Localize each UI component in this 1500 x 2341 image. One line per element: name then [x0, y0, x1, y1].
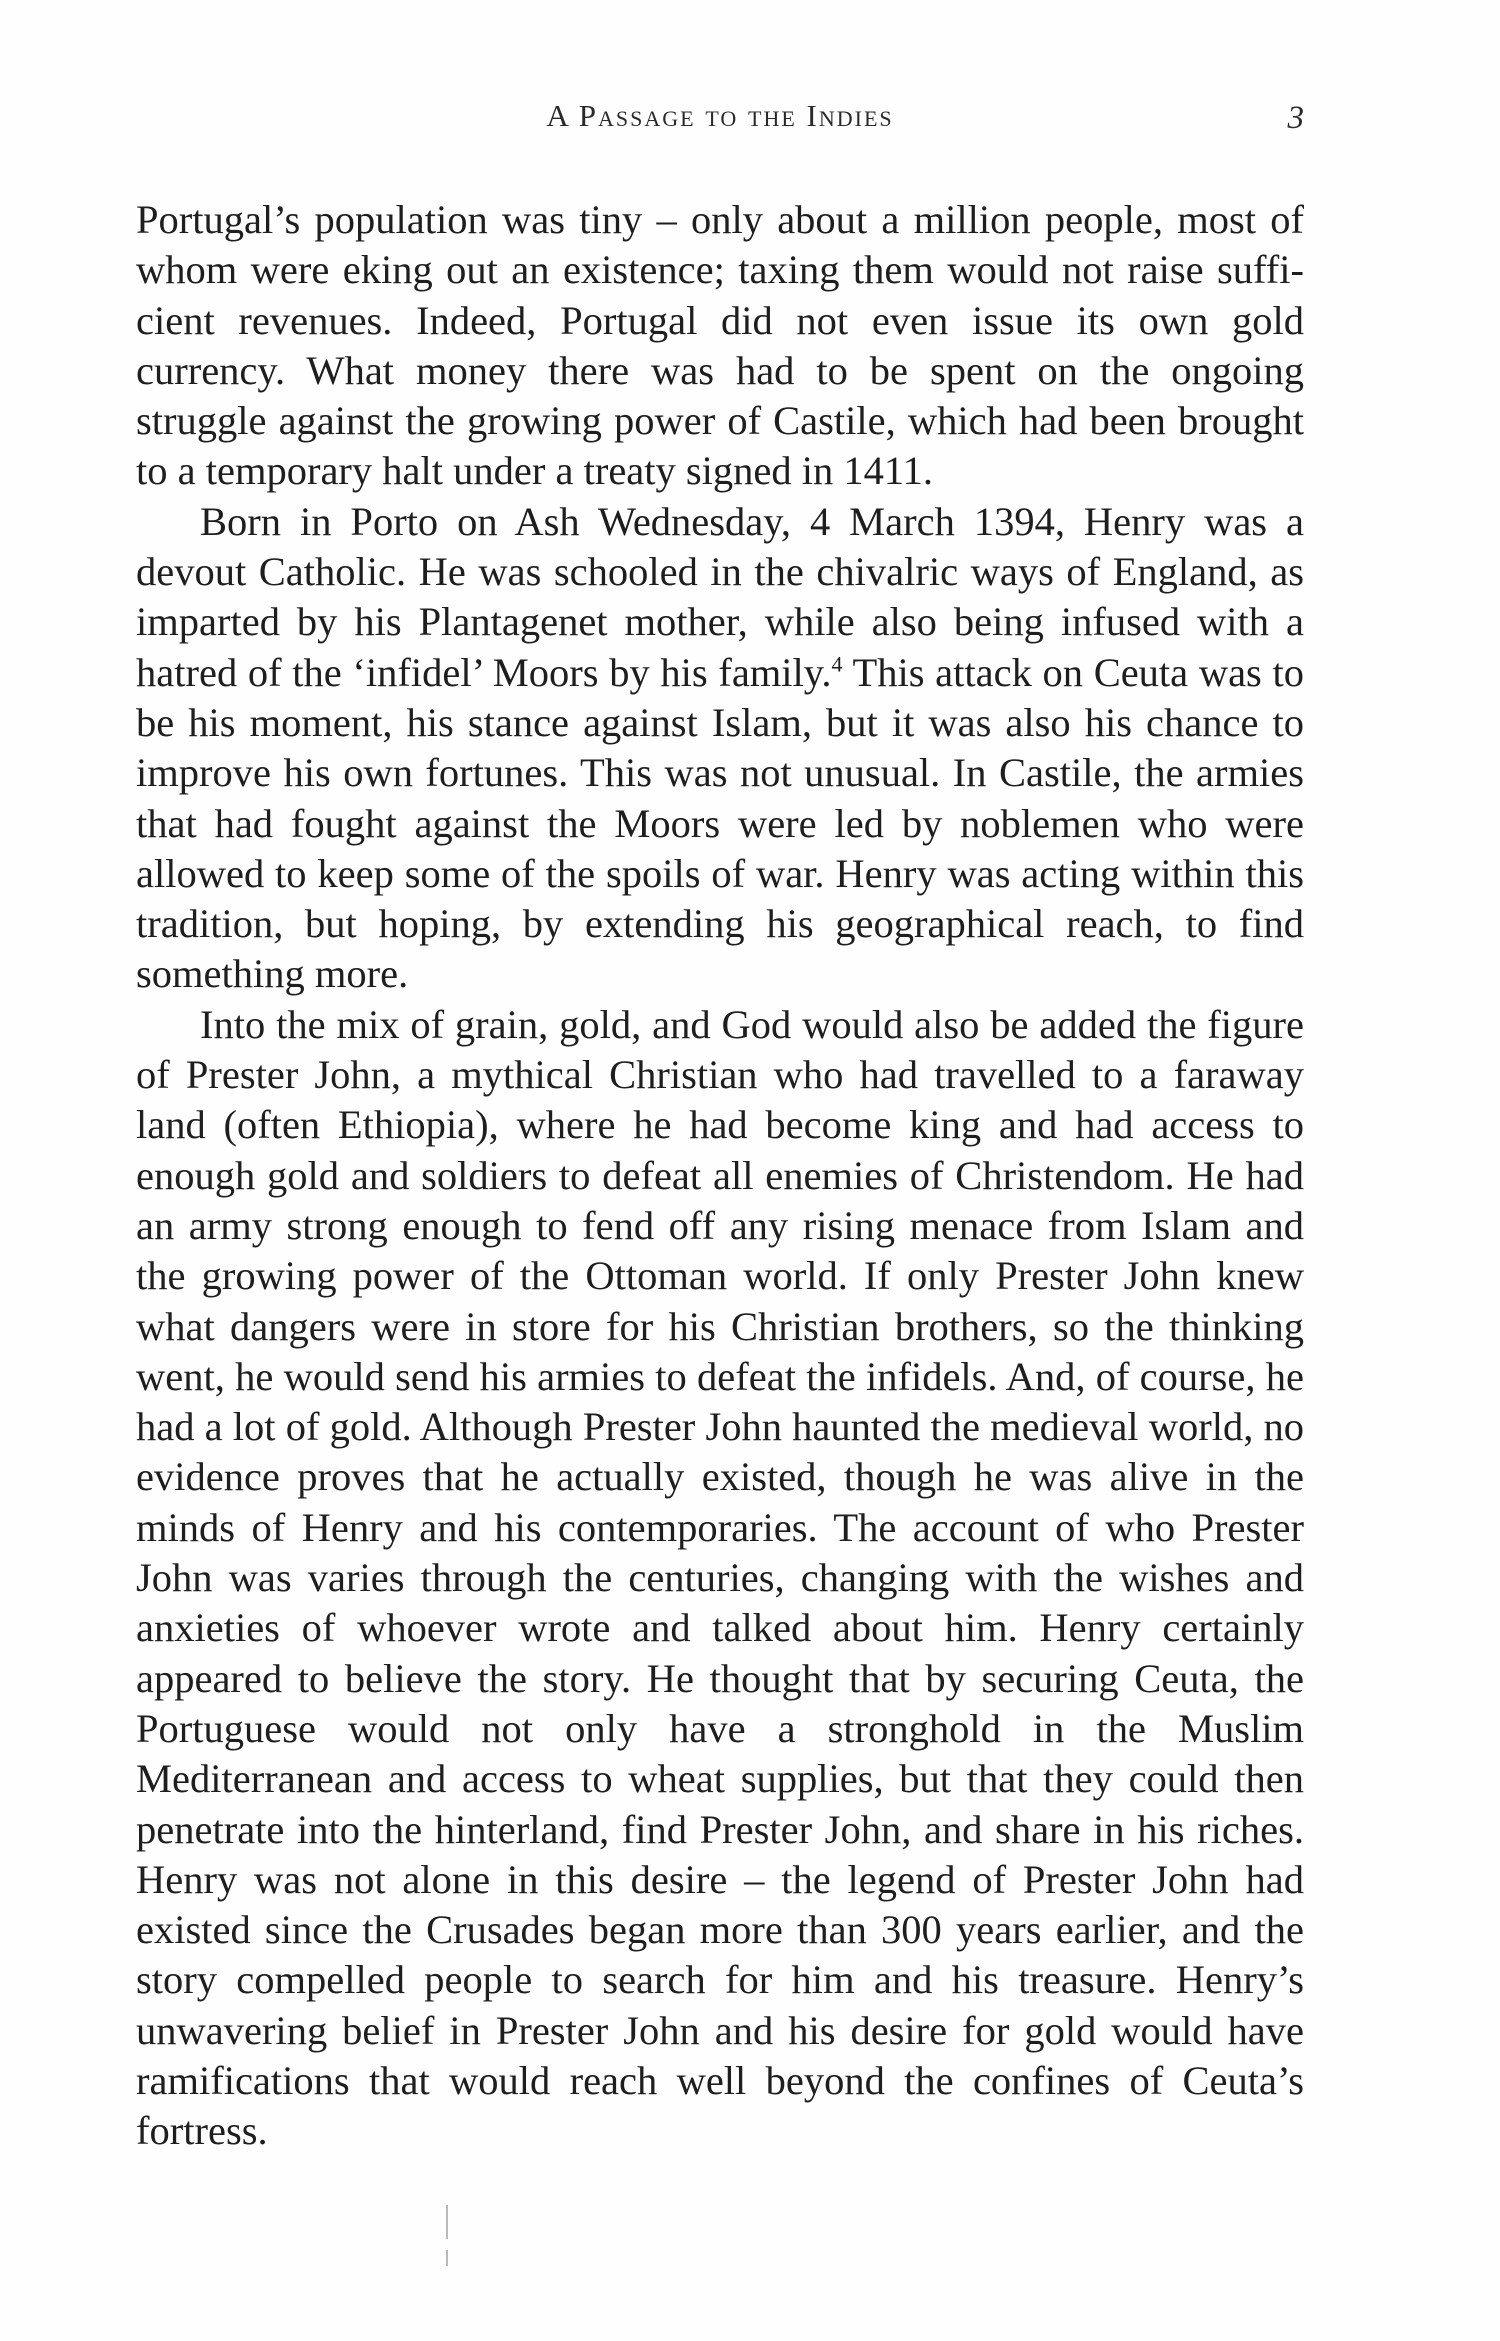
running-title: A Passage to the Indies	[546, 98, 894, 133]
scan-artifact-mark	[446, 2250, 448, 2266]
page-number: 3	[1287, 100, 1304, 136]
paragraph-2	[136, 497, 1304, 1000]
paragraph-3: Into the mix of grain, gold, and God would also be added the figure of Prester John, a mythical Christian who had travelled to a faraway land (often Ethiopia), where he had become king and had access to enough gold and soldiers to defeat all enemies of Christendom. He had an army strong enough to fend off any rising menace from Islam and the growing power of the Ottoman world. If only Prester John knew what dangers were in store for his Christian brothers, so the thinking went, he would send his armies to defeat the infidels. And, of course, he had a lot of gold. Although Prester John haunted the medieval world, no evidence proves that he actually existed, though he was alive in the minds of Henry and his contemporaries. The account of who Prester John was varies through the centuries, changing with the wishes and anxieties of whoever wrote and talked about him. Henry certainly appeared to believe the story. He thought that by securing Ceuta, the Portuguese would not only have a stronghold in the Muslim Mediterranean and access to wheat supplies, but that they could then penetrate into the hinterland, find Prester John, and share in his riches. Henry was not alone in this desire – the legend of Prester John had existed since the Crusades began more than 300 years earlier, and the story compelled people to search for him and his treasure. Henry’s unwavering belief in Prester John and his desire for gold would have ramifications that would reach well beyond the confines of Ceuta’s fortress.	[136, 1001, 1304, 2154]
body-text	[136, 195, 1304, 2157]
running-head	[136, 98, 1304, 158]
paragraph-2-text-b: This attack on Ceuta was to be his moment, his stance against Islam, but it was also his chance to improve his own fortunes. This was not unusual. In Castile, the armies that had fought against the Moors were led by noblemen who were allowed to keep some of the spoils of war. Henry was acting within this tradition, but hoping, by extending his geographical reach, to find something more.	[136, 649, 1304, 997]
paragraph-2-text-a: Born in Porto on Ash Wednesday, 4 March 1394, Henry was a devout Catholic. He was schooled in the chivalric ways of England, as imparted by his Plantagenet mother, while also being infused with a hatred of the ‘infidel’ Moors by his family.	[136, 498, 1304, 695]
scan-artifact-mark	[446, 2205, 448, 2239]
paragraph-1: Portugal’s population was tiny – only about a million people, most of whom were eking out an existence; taxing them would not raise sufficient revenues. Indeed, Portugal did not even issue its own gold currency. What money there was had to be spent on the ongoing struggle against the growing power of Castile, which had been brought to a temporary halt under a treaty signed in 1411.	[136, 197, 1304, 494]
footnote-reference: 4	[831, 651, 843, 677]
